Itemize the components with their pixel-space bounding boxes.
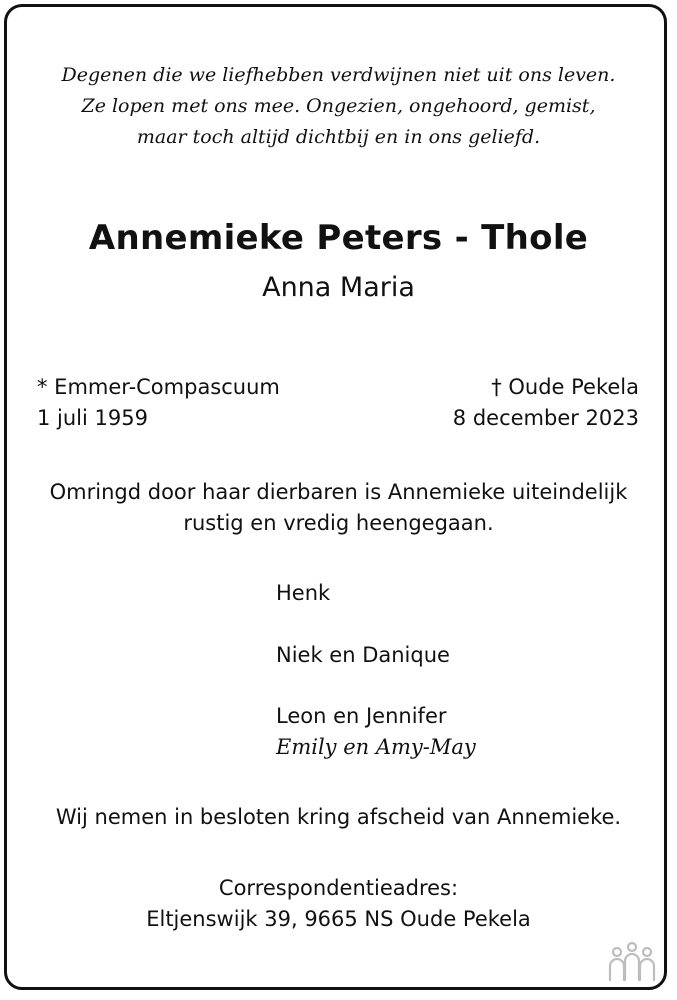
death-date: 8 december 2023 <box>452 406 639 430</box>
correspondence <box>0 873 677 935</box>
death-info <box>453 372 639 434</box>
poem-line-2: Ze lopen met ons mee. Ongezien, ongehoord, gemist, <box>81 95 596 117</box>
closing-line-1: Omringd door haar dierbaren is Annemieke uiteindelijk <box>49 480 628 504</box>
poem <box>0 60 677 153</box>
death-place: † Oude Pekela <box>491 375 639 399</box>
farewell-text: Wij nemen in besloten kring afscheid van Annemieke. <box>55 805 622 829</box>
family-member-3: Leon en Jennifer <box>276 704 447 728</box>
family-member-4: Emily en Amy-May <box>276 735 476 759</box>
family-member-2: Niek en Danique <box>276 643 450 667</box>
deceased-given-names: Anna Maria <box>262 272 415 303</box>
closing-text <box>0 477 677 539</box>
closing-line-2: rustig en vredig heengegaan. <box>183 511 494 535</box>
poem-line-1: Degenen die we liefhebben verdwijnen niet uit ons leven. <box>61 64 616 86</box>
deceased-full-name: Annemieke Peters - Thole <box>88 218 589 258</box>
poem-line-3: maar toch altijd dichtbij en in ons geliefd. <box>136 126 541 148</box>
birth-info <box>37 372 280 434</box>
birth-place: * Emmer-Compascuum <box>37 375 280 399</box>
correspondence-address: Eltjenswijk 39, 9665 NS Oude Pekela <box>146 907 531 931</box>
correspondence-label: Correspondentieadres: <box>218 876 459 900</box>
family-people-icon <box>607 940 657 982</box>
birth-date: 1 juli 1959 <box>37 406 148 430</box>
family-member-1: Henk <box>276 581 331 605</box>
